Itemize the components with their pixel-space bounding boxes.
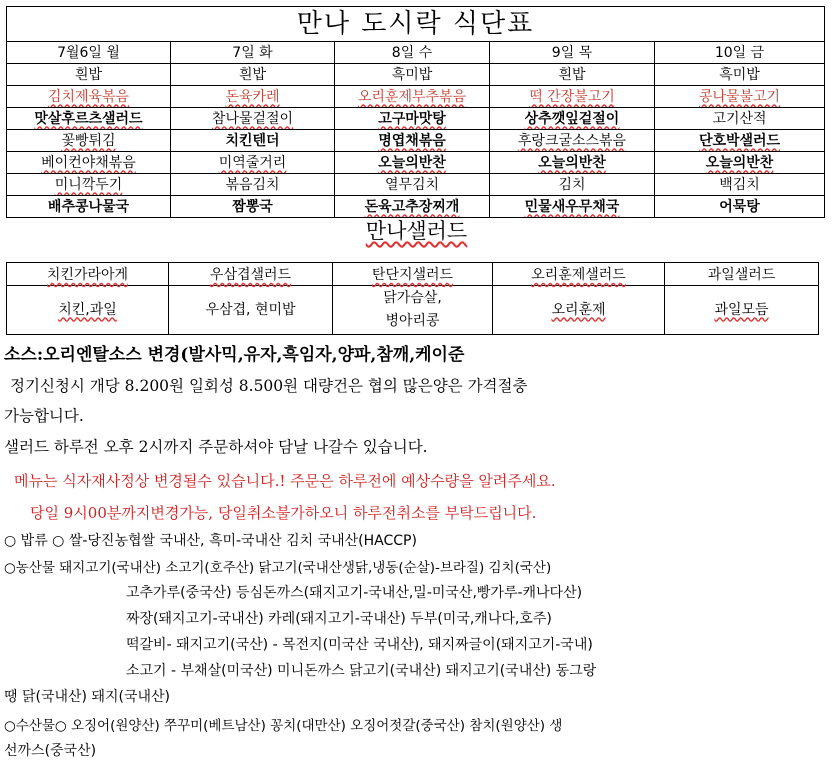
menu-row-side1 <box>7 108 825 130</box>
day-header-row <box>7 42 825 64</box>
day-header: 7일 화 <box>171 42 335 64</box>
salad-header <box>169 263 333 286</box>
page-title: 만나 도시락 식단표 <box>7 7 825 42</box>
salad-header <box>493 263 665 286</box>
menu-cell: 흑미밥 <box>655 64 825 86</box>
salad-value <box>169 286 333 335</box>
menu-item: 베이컨야채볶음 <box>41 154 136 171</box>
origin-agri-3: 짜장(돼지고기-국내산) 카레(돼지고기-국내산) 두부(미국,캐나다,호주) <box>126 611 552 627</box>
menu-cell <box>335 130 490 152</box>
menu-cell <box>335 152 490 174</box>
menu-cell <box>171 108 335 130</box>
price-note-cont: 가능합니다. <box>4 407 84 425</box>
menu-cell <box>490 130 655 152</box>
day-header: 8일 수 <box>335 42 490 64</box>
menu-change-warning: 메뉴는 식자재사정상 변경될수 있습니다.! 주문은 하루전에 예상수량을 알려주세요. <box>14 472 556 490</box>
salad-header-text: 탄단지샐러드 <box>371 267 454 283</box>
menu-item: 꽃빵튀김 <box>61 132 116 149</box>
order-deadline-note: 샐러드 하루전 오후 2시까지 주문하셔야 담날 나갈수 있습니다. <box>4 438 428 456</box>
origin-agri: ○농산물 돼지고기(국내산) 소고기(호주산) 닭고기(국내산생닭,냉동(순살)-브라질) 김치(국산) <box>4 560 552 576</box>
cancel-warning: 당일 9시00분까지변경가능, 당일취소불가하오니 하루전취소를 부탁드립니다. <box>30 504 537 522</box>
menu-cell <box>655 174 825 196</box>
salad-table <box>6 262 819 335</box>
menu-item: 어묵탕 <box>719 198 760 215</box>
menu-cell <box>490 152 655 174</box>
origin-agri-2: 고추가루(중국산) 등심돈까스(돼지고기-국내산,밀-미국산,빵가루-캐나다산) <box>126 585 583 601</box>
menu-cell <box>7 108 171 130</box>
menu-item: 볶음김치 <box>225 176 280 193</box>
salad-value-text: 오리훈제 <box>551 301 606 318</box>
menu-item: 오늘의반찬 <box>378 154 446 171</box>
menu-item: 떡 간장불고기 <box>529 88 615 105</box>
menu-item: 명엽채볶음 <box>378 132 446 149</box>
menu-item: 참나물겉절이 <box>211 110 294 127</box>
salad-value-text: 과일모듬 <box>714 301 769 318</box>
menu-table <box>6 6 825 218</box>
menu-item: 돈육카레 <box>225 88 280 105</box>
menu-item: 오늘의반찬 <box>705 154 774 171</box>
menu-cell <box>7 86 171 108</box>
menu-cell <box>655 108 825 130</box>
salad-header-text: 오리훈제샐러드 <box>531 267 626 283</box>
menu-item: 오리훈제부추볶음 <box>357 88 467 105</box>
menu-row-side3 <box>7 152 825 174</box>
menu-cell <box>655 152 825 174</box>
salad-value-text: 우삼겹, 현미밥 <box>205 301 296 318</box>
menu-item: 배추콩나물국 <box>47 198 130 215</box>
menu-cell: 흰밥 <box>7 64 171 86</box>
menu-cell <box>335 86 490 108</box>
menu-item: 열무김치 <box>384 176 440 193</box>
menu-cell <box>490 86 655 108</box>
menu-row-side2 <box>7 130 825 152</box>
menu-item: 미역줄거리 <box>218 154 287 171</box>
origin-rice: ○ 밥류 ○ 쌀-당진농협쌀 국내산, 흑미-국내산 김치 국내산(HACCP) <box>4 533 417 549</box>
origin-agri-5: 소고기 - 부채살(미국산) 미니돈까스 닭고기(국내산) 돼지고기(국내산) 동그랑 <box>126 663 597 679</box>
salad-header <box>665 263 819 286</box>
menu-cell <box>655 130 825 152</box>
menu-item: 상추깻잎겉절이 <box>524 110 620 127</box>
salad-header-text: 우삼겹샐러드 <box>209 267 292 283</box>
menu-item: 맛살후르츠샐러드 <box>34 110 143 127</box>
menu-cell <box>7 130 171 152</box>
menu-item: 오늘의반찬 <box>538 154 606 171</box>
salad-header <box>333 263 493 286</box>
salad-header-text: 과일샐러드 <box>707 267 776 283</box>
salad-header-text: 치킨가라아게 <box>46 267 129 283</box>
price-note: 정기신청시 개당 8.200원 일회성 8.500원 대량건은 협의 많은양은 가격절충 <box>10 377 528 395</box>
salad-title-text: 만나샐러드 <box>365 219 468 243</box>
origin-seafood-2: 선까스(중국산) <box>4 743 97 759</box>
menu-item: 돈육고추장찌개 <box>364 198 460 215</box>
origin-agri-6: 땡 닭(국내산) 돼지(국내산) <box>4 689 170 705</box>
menu-item: 단호박샐러드 <box>698 132 781 149</box>
menu-item: 후랑크굴소스볶음 <box>517 132 627 149</box>
menu-cell <box>171 86 335 108</box>
menu-cell <box>7 174 171 196</box>
day-header: 10일 금 <box>655 42 825 64</box>
origin-seafood: ○수산물○ 오징어(원양산) 쭈꾸미(베트남산) 꽁치(대만산) 오징어젓갈(중국산) 참치(원양산) 생 <box>4 718 563 734</box>
menu-cell <box>335 174 490 196</box>
menu-item: 김치 <box>558 176 586 193</box>
menu-row-main <box>7 86 825 108</box>
salad-value <box>665 286 819 335</box>
menu-cell <box>335 108 490 130</box>
menu-cell <box>7 152 171 174</box>
menu-cell: 흰밥 <box>490 64 655 86</box>
menu-cell <box>490 108 655 130</box>
menu-item: 미니깍두기 <box>54 176 123 193</box>
menu-row-kimchi <box>7 174 825 196</box>
salad-value <box>493 286 665 335</box>
menu-item: 짬뽕국 <box>232 198 273 215</box>
sauce-note: 소스:오리엔탈소스 변경(발사믹,유자,흑임자,양파,참깨,케이준 <box>4 345 465 365</box>
salad-section-title <box>0 215 833 245</box>
menu-cell: 흑미밥 <box>335 64 490 86</box>
menu-item: 치킨텐더 <box>225 132 280 149</box>
menu-item: 콩나물불고기 <box>698 88 781 105</box>
menu-cell: 흰밥 <box>171 64 335 86</box>
menu-cell <box>171 130 335 152</box>
salad-value-row <box>7 286 819 335</box>
menu-item: 백김치 <box>719 176 760 193</box>
menu-item: 고기산적 <box>712 110 767 127</box>
menu-cell <box>490 174 655 196</box>
day-header: 7월6일 월 <box>7 42 171 64</box>
day-header: 9일 목 <box>490 42 655 64</box>
salad-value-text: 치킨,과일 <box>58 301 117 318</box>
menu-item: 김치제육볶음 <box>47 88 130 105</box>
salad-value <box>333 286 493 335</box>
menu-cell <box>655 86 825 108</box>
menu-item: 고구마맛탕 <box>378 110 446 127</box>
menu-item: 민물새우무채국 <box>524 198 620 215</box>
menu-cell <box>171 152 335 174</box>
salad-value-text: 닭가슴살, 병아리콩 <box>383 290 442 329</box>
salad-value <box>7 286 169 335</box>
menu-cell <box>171 174 335 196</box>
salad-header <box>7 263 169 286</box>
salad-header-row <box>7 263 819 286</box>
menu-row-rice <box>7 64 825 86</box>
origin-agri-4: 떡갈비- 돼지고기(국산) - 목전지(미국산 국내산), 돼지짜글이(돼지고기-국내) <box>126 637 593 653</box>
